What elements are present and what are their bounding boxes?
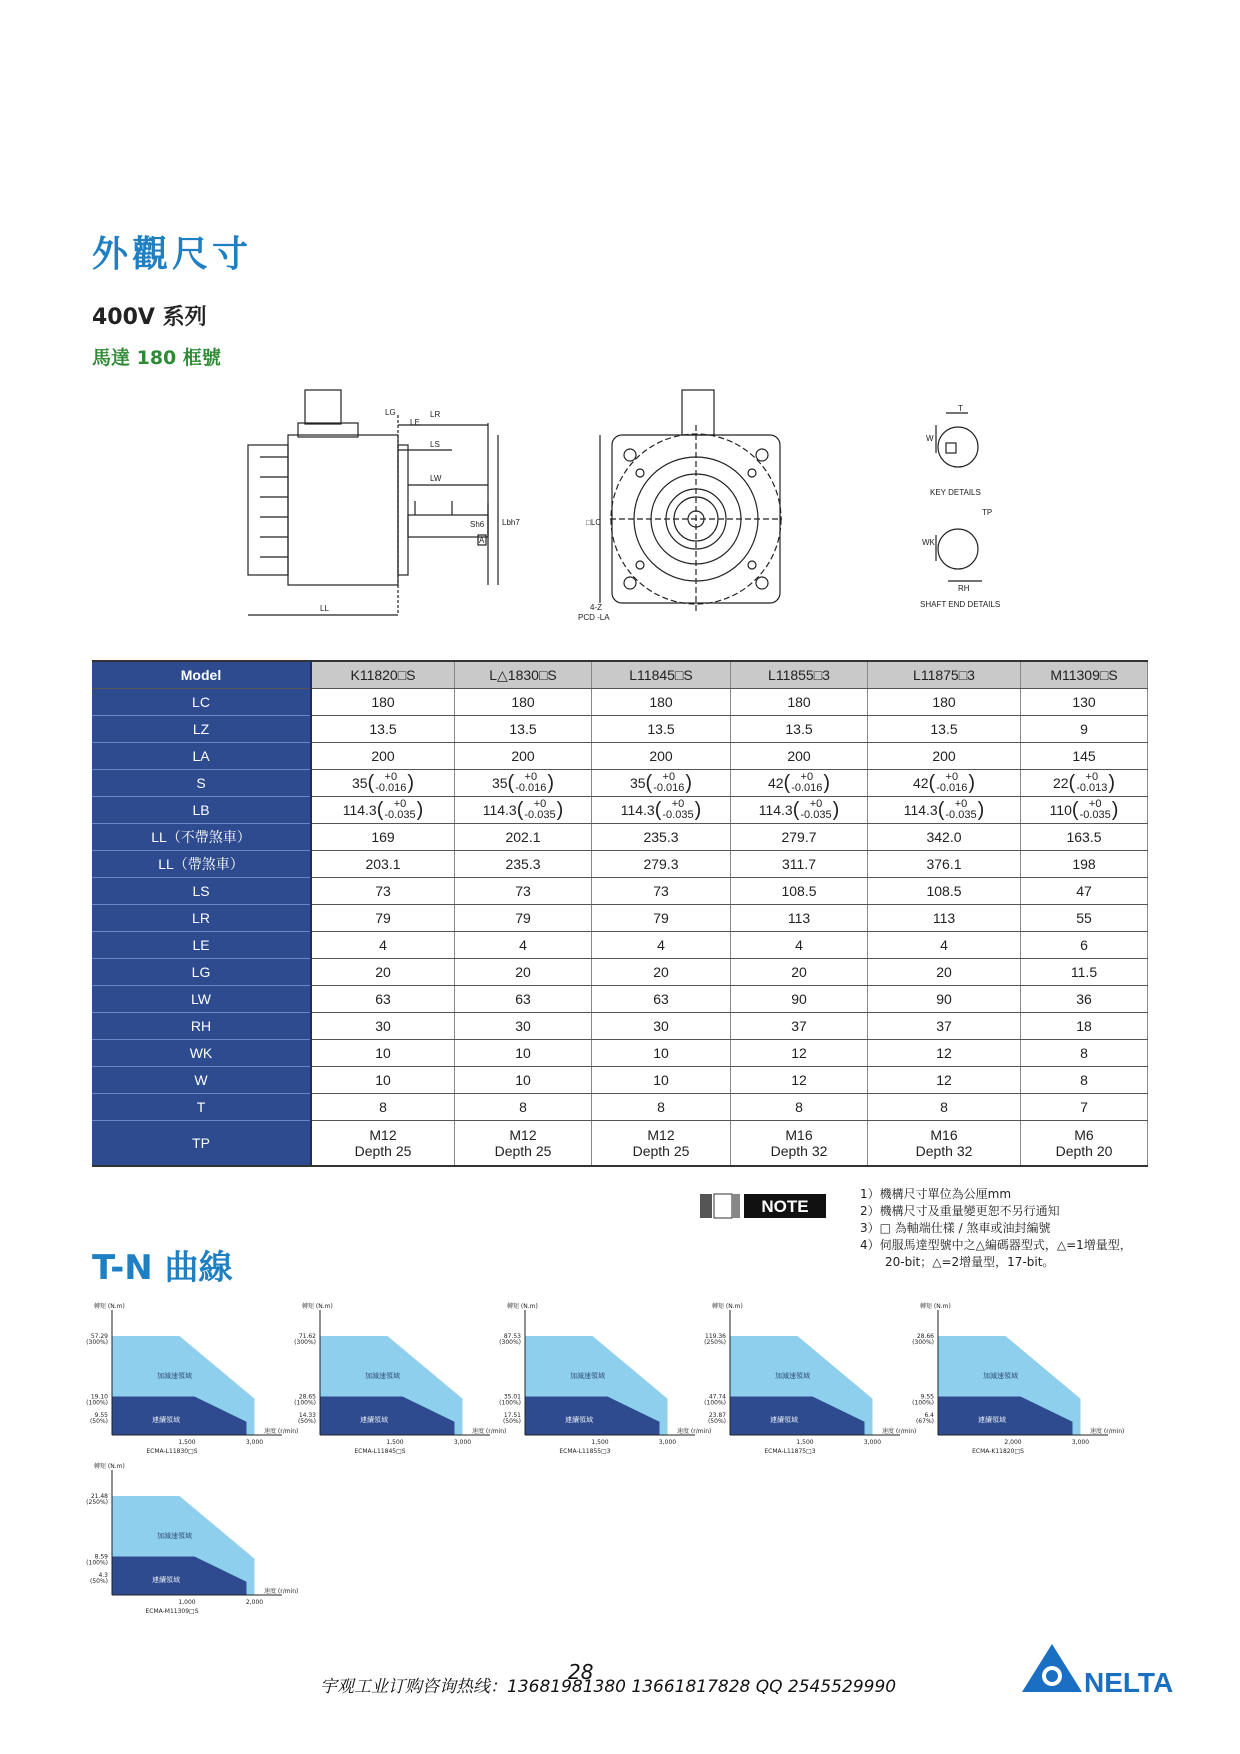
table-row [92,905,1148,932]
table-cell: 13.5 [731,716,868,743]
table-cell: 180 [868,689,1021,716]
table-cell: 180 [455,689,592,716]
accel-label: 加減速領域 [365,1371,400,1380]
y-tick-half: 9.55 [94,1412,108,1419]
model-col-header: L11875□3 [868,661,1021,689]
table-cell: 79 [592,905,731,932]
x-tick: 1,500 [591,1439,609,1446]
table-cell: 114.3 ( +0 -0.035 ) [731,797,868,824]
y-tick-half-pct: (67%) [915,1418,934,1425]
table-cell: 20 [868,959,1021,986]
label-ls: LS [430,440,440,449]
row-label: W [92,1067,311,1094]
row-label: LB [92,797,311,824]
y-tick-peak-pct: (250%) [86,1499,108,1506]
table-row [92,1121,1148,1167]
page-title: 外觀尺寸 [92,234,253,275]
series-title: 400V 系列 [92,305,207,330]
x-tick: 3,000 [245,1439,264,1446]
table-row [92,743,1148,770]
table-cell: 203.1 [311,851,455,878]
table-cell: 35 ( +0 -0.016 ) [311,770,455,797]
table-cell: 55 [1021,905,1148,932]
row-label: LZ [92,716,311,743]
table-row [92,959,1148,986]
chart-model: ECMA-L11845□S [354,1448,406,1455]
chart-model: ECMA-L11855□3 [559,1448,611,1455]
table-cell: 6 [1021,932,1148,959]
y-tick-peak: 57.29 [90,1333,108,1340]
tn-chart [704,1300,917,1460]
y-tick-peak: 28.66 [916,1333,934,1340]
table-row [92,986,1148,1013]
table-row [92,878,1148,905]
label-pcd: PCD -LA [578,613,610,622]
table-cell: 198 [1021,851,1148,878]
table-cell: 22 ( +0 -0.013 ) [1021,770,1148,797]
tn-chart [912,1300,1125,1460]
tn-chart [499,1300,712,1460]
y-tick-half-pct: (50%) [502,1418,521,1425]
x-axis-label: 速度 (r/min) [264,1588,299,1595]
table-cell: 202.1 [455,824,592,851]
table-cell: 113 [731,905,868,932]
y-tick-peak: 71.62 [298,1333,316,1340]
y-tick-rated-pct: (100%) [86,1399,108,1407]
table-cell: 10 [592,1040,731,1067]
model-col-header: M11309□S [1021,661,1148,689]
key-details-label: KEY DETAILS [930,488,981,497]
table-cell: 12 [731,1067,868,1094]
chart-model: ECMA-M11309□S [145,1608,199,1615]
note-badge-label: NOTE [761,1197,809,1216]
label-ll: LL [320,604,329,613]
y-tick-rated: 47.74 [708,1393,726,1401]
y-tick-peak-pct: (300%) [86,1339,108,1346]
table-cell: 90 [731,986,868,1013]
table-cell: 169 [311,824,455,851]
y-tick-peak: 21.48 [90,1493,108,1500]
y-tick-half: 6.4 [924,1412,934,1419]
y-tick-rated-pct: (100%) [704,1399,726,1407]
note-badge [700,1191,830,1221]
table-cell: 4 [592,932,731,959]
page-number: 28 [568,1660,594,1684]
label-t: T [958,404,963,413]
table-row [92,1067,1148,1094]
label-sh6: Sh6 [470,520,485,529]
continuous-label: 連續領域 [152,1415,180,1424]
table-cell: 63 [311,986,455,1013]
table-cell: 90 [868,986,1021,1013]
table-cell: 376.1 [868,851,1021,878]
y-tick-half: 17.51 [503,1412,521,1419]
table-cell: 4 [731,932,868,959]
table-cell: 36 [1021,986,1148,1013]
tn-title: T-N 曲線 [92,1248,233,1288]
table-cell: 10 [455,1067,592,1094]
y-tick-rated: 28.65 [298,1393,316,1401]
y-tick-peak: 87.53 [503,1333,521,1340]
table-row [92,824,1148,851]
row-label: LR [92,905,311,932]
continuous-label: 連續領域 [978,1415,1006,1424]
y-tick-half: 23.87 [708,1412,726,1419]
y-tick-rated-pct: (100%) [499,1399,521,1407]
label-wk: WK [922,538,935,547]
y-tick-peak: 119.36 [705,1333,726,1340]
table-cell: 10 [592,1067,731,1094]
table-cell: 12 [868,1067,1021,1094]
y-axis-label: 轉矩 (N.m) [712,1303,743,1310]
continuous-label: 連續領域 [565,1415,593,1424]
table-row [92,770,1148,797]
row-label: LL（不帶煞車） [92,824,311,851]
table-cell: 12 [868,1040,1021,1067]
row-label: LA [92,743,311,770]
table-cell: 42 ( +0 -0.016 ) [731,770,868,797]
x-tick: 2,000 [1004,1439,1022,1446]
note-list [860,1186,1132,1271]
note-item: 2）機構尺寸及重量變更恕不另行通知 [860,1204,1060,1218]
table-cell: 200 [311,743,455,770]
table-cell: 63 [592,986,731,1013]
table-cell: 8 [1021,1067,1148,1094]
label-4z: 4-Z [590,603,602,612]
y-tick-rated-pct: (100%) [86,1559,108,1567]
x-axis-label: 速度 (r/min) [1090,1428,1125,1435]
model-col-header: K11820□S [311,661,455,689]
x-tick: 1,500 [386,1439,404,1446]
table-row [92,851,1148,878]
table-cell: 20 [592,959,731,986]
note-item: 1）機構尺寸單位為公厘mm [860,1187,1012,1201]
table-cell: 9 [1021,716,1148,743]
table-cell: 180 [592,689,731,716]
table-cell: 18 [1021,1013,1148,1040]
tn-chart [86,1300,299,1460]
table-cell: 180 [731,689,868,716]
row-label: S [92,770,311,797]
table-cell: M12 Depth 25 [311,1121,455,1167]
table-cell: 10 [311,1067,455,1094]
table-cell: 8 [1021,1040,1148,1067]
x-axis-label: 速度 (r/min) [472,1428,507,1435]
row-label: LW [92,986,311,1013]
table-cell: 37 [731,1013,868,1040]
row-label: LL（帶煞車） [92,851,311,878]
connector-side [305,390,341,424]
shaft-end-details-label: SHAFT END DETAILS [920,600,1001,609]
y-tick-peak-pct: (300%) [499,1339,521,1346]
y-tick-peak-pct: (300%) [912,1339,934,1346]
table-cell: 279.7 [731,824,868,851]
y-tick-peak-pct: (300%) [294,1339,316,1346]
x-tick: 1,500 [796,1439,814,1446]
delta-wordmark: NELTA [1084,1667,1174,1698]
table-cell: 30 [592,1013,731,1040]
table-cell: 114.3 ( +0 -0.035 ) [455,797,592,824]
label-lg: LG [385,408,396,417]
table-row [92,716,1148,743]
row-label: T [92,1094,311,1121]
chart-model: ECMA-L11830□S [146,1448,198,1455]
table-cell: 342.0 [868,824,1021,851]
table-cell: 63 [455,986,592,1013]
table-cell: 73 [592,878,731,905]
table-row [92,1040,1148,1067]
footer-hotline: 宇观工业订购咨询热线：13681981380 13661817828 QQ 2545529990 [320,1677,897,1697]
table-cell: 47 [1021,878,1148,905]
y-tick-rated-pct: (100%) [912,1399,934,1407]
y-axis-label: 轉矩 (N.m) [302,1303,333,1310]
x-tick: 3,000 [453,1439,472,1446]
y-tick-rated: 19.10 [90,1393,108,1401]
table-row [92,1094,1148,1121]
model-col-header: L△1830□S [455,661,592,689]
table-cell: 20 [731,959,868,986]
continuous-label: 連續領域 [360,1415,388,1424]
x-tick: 1,000 [178,1599,196,1606]
table-row [92,1013,1148,1040]
y-tick-half-pct: (50%) [89,1578,108,1585]
table-cell: 8 [455,1094,592,1121]
table-cell: 13.5 [868,716,1021,743]
row-label: LG [92,959,311,986]
x-tick: 3,000 [658,1439,677,1446]
table-cell: 279.3 [592,851,731,878]
table-cell: 114.3 ( +0 -0.035 ) [311,797,455,824]
table-cell: 235.3 [592,824,731,851]
y-axis-label: 轉矩 (N.m) [94,1463,125,1470]
table-row [92,932,1148,959]
table-cell: 180 [311,689,455,716]
table-cell: 110 ( +0 -0.035 ) [1021,797,1148,824]
table-cell: 200 [868,743,1021,770]
x-tick: 3,000 [1071,1439,1090,1446]
x-tick: 2,000 [245,1599,264,1606]
dimension-drawing [230,385,1030,625]
x-axis-label: 速度 (r/min) [677,1428,712,1435]
label-rh: RH [958,584,970,593]
table-cell: 130 [1021,689,1148,716]
continuous-label: 連續領域 [152,1575,180,1584]
table-cell: 200 [455,743,592,770]
table-cell: 20 [311,959,455,986]
table-cell: 163.5 [1021,824,1148,851]
table-cell: 7 [1021,1094,1148,1121]
table-cell: 30 [455,1013,592,1040]
table-cell: 10 [455,1040,592,1067]
table-cell: 30 [311,1013,455,1040]
y-tick-half-pct: (50%) [89,1418,108,1425]
x-tick: 3,000 [863,1439,882,1446]
row-label: LE [92,932,311,959]
accel-label: 加減速領域 [157,1531,192,1540]
table-cell: 114.3 ( +0 -0.035 ) [592,797,731,824]
table-cell: 4 [311,932,455,959]
table-cell: 8 [592,1094,731,1121]
table-cell: 13.5 [592,716,731,743]
y-tick-half-pct: (50%) [707,1418,726,1425]
y-tick-rated-pct: (100%) [294,1399,316,1407]
table-cell: 73 [455,878,592,905]
row-label: WK [92,1040,311,1067]
y-axis-label: 轉矩 (N.m) [94,1303,125,1310]
motor-body-side [288,435,398,585]
label-tp: TP [982,508,993,517]
label-lbh7: Lbh7 [502,518,520,527]
frame-title: 馬達 180 框號 [92,347,221,369]
accel-label: 加減速領域 [570,1371,605,1380]
table-cell: 12 [731,1040,868,1067]
note-item: 3）□ 為軸端仕樣 / 煞車或油封編號 [860,1221,1051,1235]
y-axis-label: 轉矩 (N.m) [920,1303,951,1310]
table-cell: 20 [455,959,592,986]
table-cell: 35 ( +0 -0.016 ) [592,770,731,797]
table-cell: 4 [868,932,1021,959]
row-label: LS [92,878,311,905]
table-cell: M12 Depth 25 [455,1121,592,1167]
model-col-header: L11845□S [592,661,731,689]
tn-chart [86,1460,299,1620]
table-cell: 8 [731,1094,868,1121]
table-cell: 8 [868,1094,1021,1121]
spec-table [92,660,1148,1167]
table-cell: 10 [311,1040,455,1067]
table-cell: 79 [455,905,592,932]
label-a: A [479,536,485,545]
delta-logo [1016,1640,1176,1700]
table-cell: 113 [868,905,1021,932]
x-axis-label: 速度 (r/min) [264,1428,299,1435]
label-lc: □LC [586,518,602,527]
table-cell: M16 Depth 32 [868,1121,1021,1167]
accel-label: 加減速領域 [983,1371,1018,1380]
table-cell: 79 [311,905,455,932]
table-cell: 108.5 [868,878,1021,905]
table-cell: M16 Depth 32 [731,1121,868,1167]
table-cell: 73 [311,878,455,905]
continuous-label: 連續領域 [770,1415,798,1424]
chart-model: ECMA-K11820□S [972,1448,1024,1455]
table-cell: 13.5 [455,716,592,743]
table-cell: 200 [592,743,731,770]
label-lr: LR [430,410,441,419]
table-row [92,797,1148,824]
row-label: TP [92,1121,311,1167]
table-cell: 13.5 [311,716,455,743]
y-tick-rated: 8.59 [94,1553,108,1561]
table-cell: 108.5 [731,878,868,905]
y-tick-half: 4.3 [98,1572,108,1579]
note-item: 20-bit；△=2增量型，17-bit。 [885,1255,1055,1269]
y-tick-rated: 9.55 [920,1393,934,1401]
tn-chart [294,1300,507,1460]
table-cell: M12 Depth 25 [592,1121,731,1167]
y-axis-label: 轉矩 (N.m) [507,1303,538,1310]
y-tick-rated: 35.01 [503,1393,521,1401]
x-axis-label: 速度 (r/min) [882,1428,917,1435]
y-tick-peak-pct: (250%) [704,1339,726,1346]
connector-front [682,390,714,435]
table-cell: 8 [311,1094,455,1121]
table-row [92,689,1148,716]
table-cell: 114.3 ( +0 -0.035 ) [868,797,1021,824]
x-tick: 1,500 [178,1439,196,1446]
model-col-header: L11855□3 [731,661,868,689]
y-tick-half: 14.33 [298,1412,316,1419]
label-lw: LW [430,474,442,483]
table-cell: 42 ( +0 -0.016 ) [868,770,1021,797]
table-cell: 4 [455,932,592,959]
label-w: W [926,434,934,443]
table-cell: 37 [868,1013,1021,1040]
accel-label: 加減速領域 [775,1371,810,1380]
label-le: LE [410,418,420,427]
table-cell: 235.3 [455,851,592,878]
table-cell: 311.7 [731,851,868,878]
table-cell: 200 [731,743,868,770]
table-cell: 35 ( +0 -0.016 ) [455,770,592,797]
model-header: Model [92,661,311,689]
table-cell: 11.5 [1021,959,1148,986]
row-label: RH [92,1013,311,1040]
accel-label: 加減速領域 [157,1371,192,1380]
row-label: LC [92,689,311,716]
table-cell: 145 [1021,743,1148,770]
table-cell: M6 Depth 20 [1021,1121,1148,1167]
chart-model: ECMA-L11875□3 [764,1448,816,1455]
note-item: 4）伺服馬達型號中之△編碼器型式，△=1增量型， [860,1238,1132,1252]
y-tick-half-pct: (50%) [297,1418,316,1425]
